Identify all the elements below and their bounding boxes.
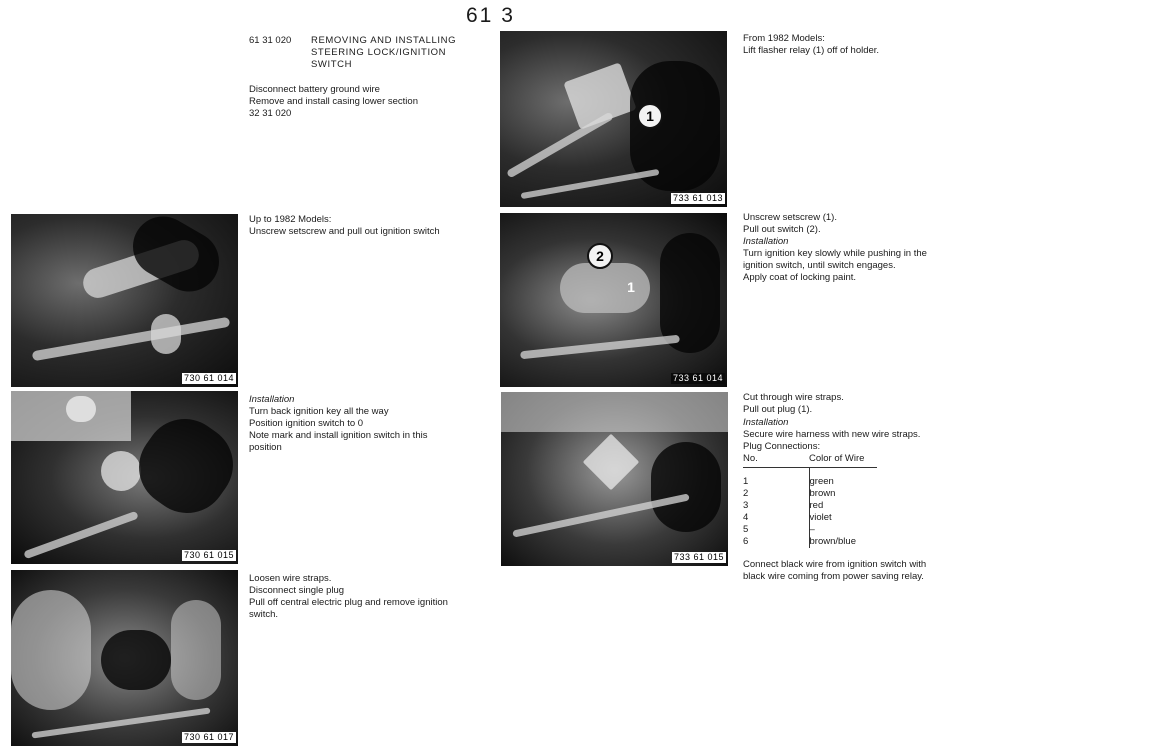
table-cell: 3: [743, 500, 749, 511]
table-row: [743, 524, 877, 536]
table-cell: green: [809, 476, 877, 488]
table-header: Color of Wire: [809, 453, 877, 468]
step-text: Secure wire harness with new wire straps. Plug Connections:: [743, 429, 921, 452]
table-row: [743, 512, 877, 524]
table-cell: brown/blue: [809, 536, 877, 548]
photo-label: 730 61 014: [183, 373, 234, 383]
photo-setscrew: [500, 213, 727, 387]
installation-heading: Installation: [743, 236, 789, 247]
table-row: [743, 488, 877, 500]
installation-heading: Installation: [249, 394, 295, 405]
table-row: [743, 536, 877, 548]
installation-heading: Installation: [743, 417, 789, 428]
photo-label: 730 61 015: [183, 550, 234, 560]
table-header: No.: [743, 453, 809, 468]
photo-wire-plug: [501, 392, 728, 566]
table-cell: red: [809, 500, 877, 512]
table-cell: 1: [743, 476, 749, 487]
intro-text: Disconnect battery ground wire Remove and install casing lower section 32 31 020: [249, 84, 418, 119]
procedure-title: REMOVING AND INSTALLING STEERING LOCK/IGNITION SWITCH: [311, 35, 457, 70]
callout-marker: 2: [587, 243, 613, 269]
step-text: Cut through wire straps. Pull out plug (1).: [743, 392, 844, 415]
table-cell: 6: [743, 536, 749, 547]
step-text: Turn back ignition key all the way Position ignition switch to 0 Note mark and install ignition switch in this position: [249, 406, 428, 453]
photo-ignition-switch-1: [11, 214, 238, 387]
table-cell: 5: [743, 524, 749, 535]
photo-ignition-switch-3: [11, 570, 238, 746]
step-text: From 1982 Models: Lift flasher relay (1) off of holder.: [743, 33, 880, 56]
callout-marker: 1: [637, 103, 663, 129]
table-row: [743, 476, 877, 488]
step-text: Up to 1982 Models: Unscrew setscrew and pull out ignition switch: [249, 214, 440, 237]
step-text: Unscrew setscrew (1). Pull out switch (2).: [743, 212, 837, 235]
step-text: Loosen wire straps. Disconnect single plug Pull off central electric plug and remove ignition switch.: [249, 573, 448, 620]
footer-note: Connect black wire from ignition switch with black wire coming from power saving relay.: [743, 559, 927, 582]
photo-label: 733 61 015: [673, 552, 724, 562]
table-cell: brown: [809, 488, 877, 500]
photo-label: 730 61 017: [183, 732, 234, 742]
callout-marker: 1: [627, 279, 635, 295]
photo-flasher-relay: [500, 31, 727, 207]
step-text: Turn ignition key slowly while pushing in the ignition switch, until switch engages. Apply coat of locking paint.: [743, 248, 927, 283]
photo-label: 733 61 014: [672, 373, 723, 383]
page-number: 61 3: [466, 4, 515, 27]
table-cell: 4: [743, 512, 749, 523]
table-cell: violet: [809, 512, 877, 524]
photo-label: 733 61 013: [672, 193, 723, 203]
plug-connections-table: [743, 453, 877, 548]
table-cell: –: [809, 524, 877, 536]
table-row: [743, 500, 877, 512]
procedure-code: 61 31 020: [249, 35, 292, 46]
table-cell: 2: [743, 488, 749, 499]
photo-ignition-switch-2: [11, 391, 238, 564]
